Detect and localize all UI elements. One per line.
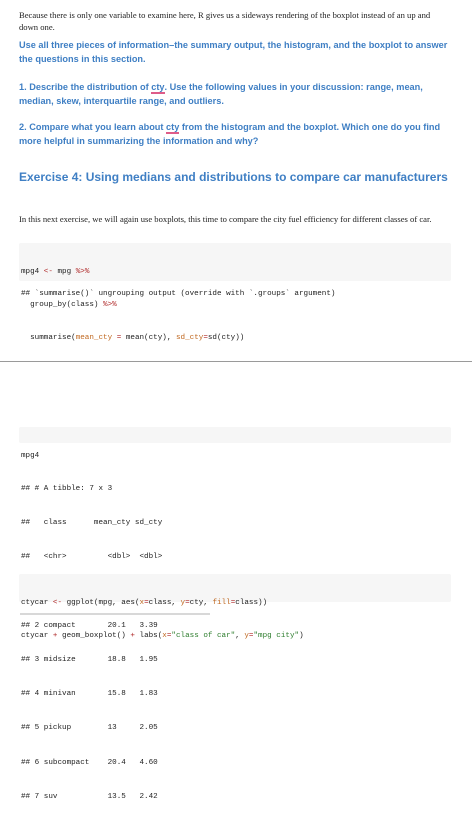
- question-2-text-b: from the histogram and the boxplot. Which one do you find more helpful in summarizing the information and why?: [19, 122, 441, 146]
- question-1: [19, 80, 449, 108]
- tibble-line: ## class mean_cty sd_cty: [21, 519, 163, 528]
- exercise-heading: Exercise 4: Using medians and distributions to compare car manufacturers: [19, 170, 448, 184]
- tibble-output: [19, 461, 451, 826]
- question-1-variable: cty: [151, 82, 165, 92]
- code-line: summarise(mean_cty = mean(cty), sd_cty=sd(cty)): [21, 334, 245, 342]
- code-line: mpg4 <- mpg %>%: [21, 268, 90, 276]
- tibble-line: ## 4 minivan 15.8 1.83: [21, 690, 158, 699]
- code-line: ctycar <- ggplot(mpg, aes(x=class, y=cty, fill=class)): [21, 599, 268, 607]
- tibble-line: ## 5 pickup 13 2.05: [21, 724, 158, 733]
- exercise-paragraph: In this next exercise, we will again use boxplots, this time to compare the city fuel efficiency for different classes of car.: [19, 214, 432, 224]
- document-page-2: [0, 363, 472, 801]
- page-divider: [0, 361, 472, 362]
- question-2-variable: cty: [166, 122, 180, 132]
- code-line: ctycar + geom_boxplot() + labs(x="class of car", y="mpg city"): [21, 632, 304, 640]
- question-1-text-b: . Use the following values in your discussion: range, mean, median, skew, interquartile range, and outliers.: [19, 82, 423, 106]
- document-page-1: [0, 0, 472, 362]
- code-line: group_by(class) %>%: [21, 301, 117, 309]
- question-2-text-a: 2. Compare what you learn about: [19, 122, 167, 132]
- tibble-line: ## 2 compact 20.1 3.39: [21, 621, 158, 630]
- tibble-line: ## 3 midsize 18.8 1.95: [21, 655, 158, 664]
- question-2: [19, 120, 449, 148]
- tibble-line: ## 6 subcompact 20.4 4.60: [21, 758, 158, 767]
- code-output-summarise: ## `summarise()` ungrouping output (override with `.groups` argument): [21, 290, 336, 298]
- code-block-mpg4: mpg4: [19, 427, 451, 443]
- question-1-text-a: 1. Describe the distribution of: [19, 82, 152, 92]
- tibble-line: ## <chr> <dbl> <dbl>: [21, 553, 163, 562]
- tibble-line: ## # A tibble: 7 x 3: [21, 484, 113, 493]
- tibble-line: ## 7 suv 13.5 2.42: [21, 792, 158, 801]
- instruction-text: Use all three pieces of information–the summary output, the histogram, and the boxplot to answer the questions in this section.: [19, 40, 448, 64]
- intro-paragraph: Because there is only one variable to examine here, R gives us a sideways rendering of the boxplot instead of an up and down one.: [19, 10, 431, 32]
